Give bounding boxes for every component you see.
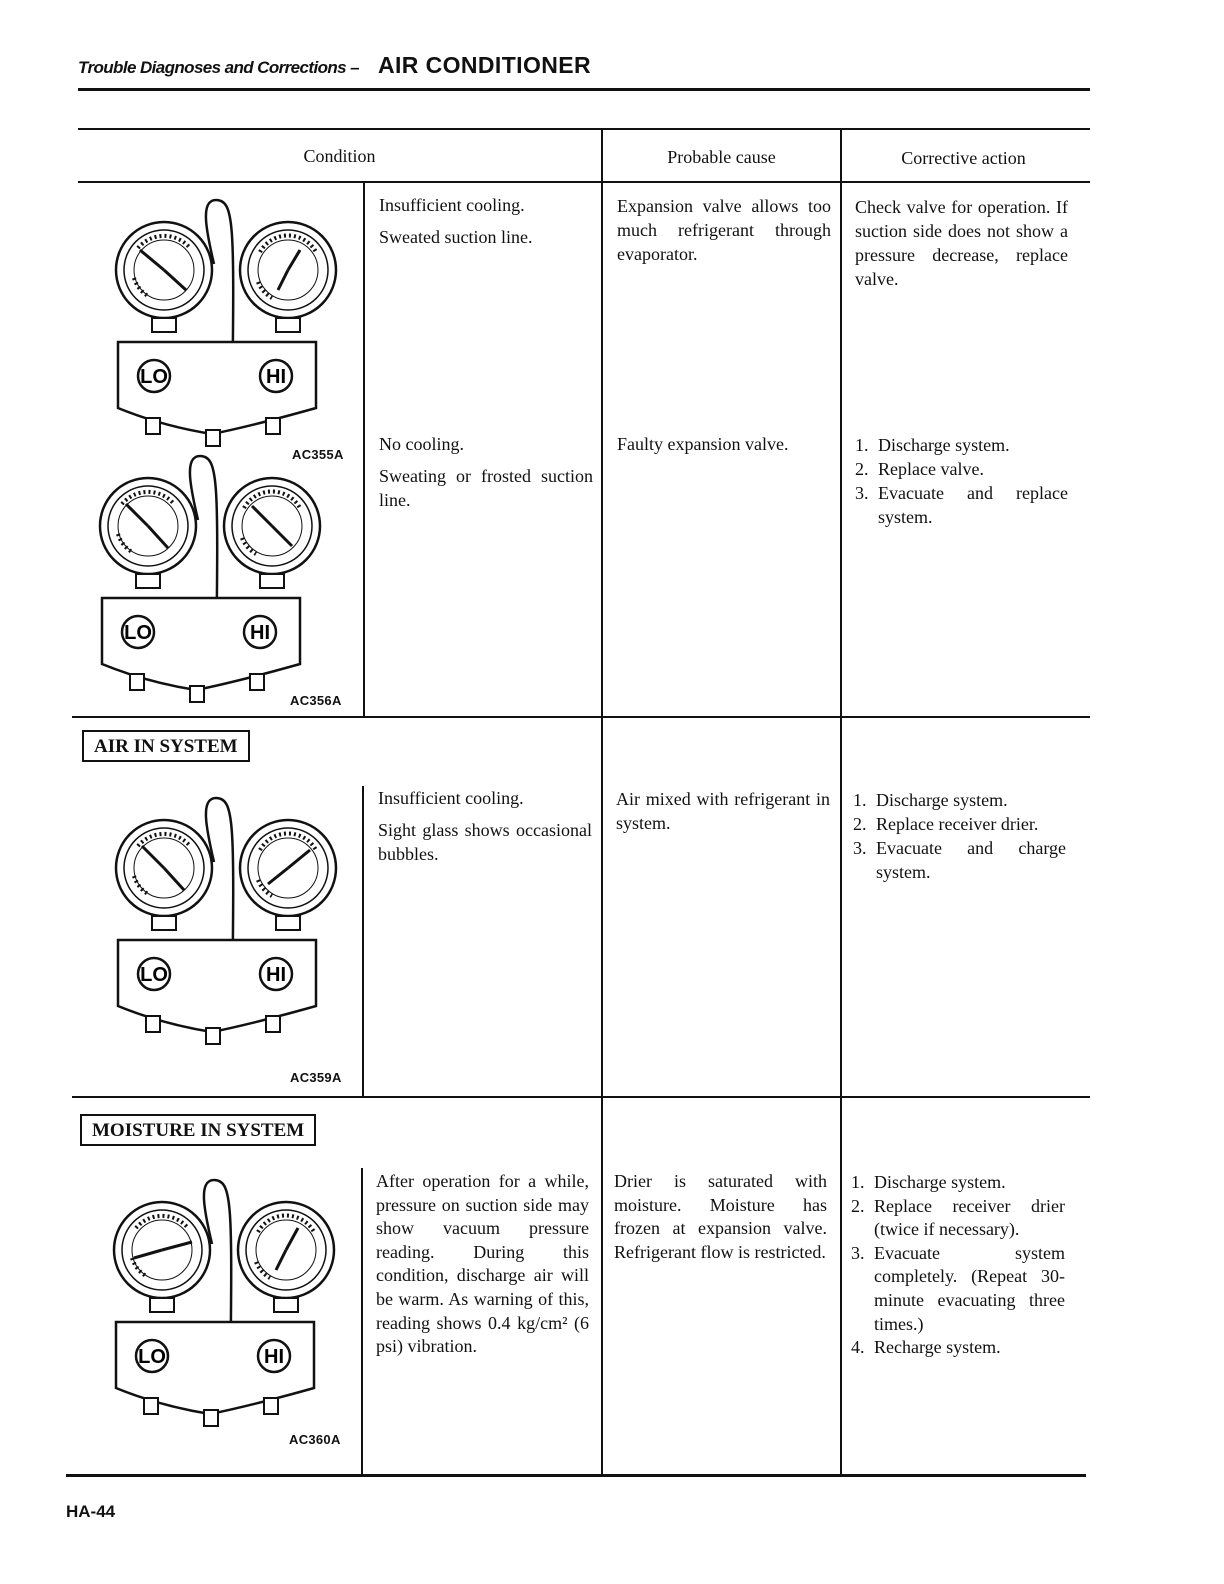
manifold-gauge-icon <box>100 1170 340 1430</box>
row1-condition-line: Insufficient cooling. <box>379 195 525 215</box>
row4-actions <box>851 1171 1065 1360</box>
list-item: 2. Replace valve. <box>855 459 984 479</box>
row1-condition-line: Sweated suction line. <box>379 227 533 247</box>
row1-condition <box>379 193 593 249</box>
gauge-set-4 <box>100 1170 340 1435</box>
table-bottom-rule <box>66 1474 1086 1477</box>
page-number: HA-44 <box>66 1502 116 1521</box>
header-title: AIR CONDITIONER <box>378 52 591 78</box>
list-item: 1. Discharge system. <box>851 1172 1006 1192</box>
row1-cause: Expansion valve allows too much refrigerant through evaporator. <box>617 196 831 264</box>
section-air-in-system: AIR IN SYSTEM <box>82 730 250 762</box>
gauge-set-1 <box>102 190 342 455</box>
row3-actions <box>853 788 1066 884</box>
row4-condition-line: After operation for a while, pressure on suction side may show vacuum pressure reading. During this condition, discharge air will be warm. As warning of this, reading shows 0.4 kg/cm² (6 psi) vibration. <box>376 1171 589 1357</box>
list-item: 2. Replace receiver drier. <box>853 814 1039 834</box>
divider-cond-3 <box>361 1168 363 1476</box>
row3-cause: Air mixed with refrigerant in system. <box>616 789 830 833</box>
header-rule <box>78 181 1090 183</box>
page-header <box>78 52 1090 91</box>
hi-label: HI <box>266 964 286 986</box>
manifold-gauge-icon <box>102 788 342 1048</box>
manifold-gauge-icon <box>102 190 342 450</box>
manifold-gauge-icon <box>86 446 326 706</box>
section-moisture-in-system: MOISTURE IN SYSTEM <box>80 1114 316 1146</box>
row4-condition <box>376 1170 589 1359</box>
lo-label: LO <box>138 1346 166 1368</box>
header-subtitle: Trouble Diagnoses and Corrections – <box>78 58 359 77</box>
row3-condition-line: Sight glass shows occasional bubbles. <box>378 820 592 864</box>
figure-id-2: AC356A <box>290 693 342 708</box>
divider-cond-1 <box>363 183 365 717</box>
divider-cause <box>601 128 603 1476</box>
row3-condition-line: Insufficient cooling. <box>378 788 524 808</box>
row-rule-2 <box>72 1096 1090 1098</box>
list-item: 4. Recharge system. <box>851 1337 1001 1358</box>
row2-actions <box>855 433 1068 529</box>
divider-cond-2 <box>362 786 364 1097</box>
figure-id-3: AC359A <box>290 1070 342 1085</box>
gauge-set-3 <box>102 788 342 1053</box>
figure-id-4: AC360A <box>289 1432 341 1447</box>
row-rule-1 <box>72 716 1090 718</box>
lo-label: LO <box>140 366 168 388</box>
lo-label: LO <box>124 622 152 644</box>
list-item: 1. Discharge system. <box>853 790 1008 810</box>
list-item: 3. Evacuate system completely. (Repeat 30-minute evacuating three times.) <box>851 1242 1065 1334</box>
list-item: 1. Discharge system. <box>855 435 1010 455</box>
hi-label: HI <box>266 366 286 388</box>
col-condition-heading: Condition <box>303 146 376 166</box>
list-item: 2. Replace receiver drier (twice if necessary). <box>851 1195 1065 1240</box>
table-top-rule <box>78 128 1090 130</box>
row3-condition <box>378 786 592 866</box>
list-item: 3. Evacuate and replace system. <box>855 483 1068 527</box>
lo-label: LO <box>140 964 168 986</box>
row2-cause: Faulty expansion valve. <box>617 434 789 454</box>
row2-condition <box>379 432 593 512</box>
row2-condition-line: Sweating or frosted suction line. <box>379 466 593 510</box>
col-action-heading: Corrective action <box>901 148 1026 168</box>
hi-label: HI <box>250 622 270 644</box>
row1-action: Check valve for operation. If suction side does not show a pressure decrease, replace valve. <box>855 197 1068 289</box>
gauge-set-2 <box>86 446 326 711</box>
figure-id-1: AC355A <box>292 447 344 462</box>
row4-cause: Drier is saturated with moisture. Moisture has frozen at expansion valve. Refrigerant flow is restricted. <box>614 1171 827 1262</box>
col-cause-heading: Probable cause <box>667 147 776 167</box>
row2-condition-line: No cooling. <box>379 434 464 454</box>
list-item: 3. Evacuate and charge system. <box>853 838 1066 882</box>
divider-action <box>840 128 842 1476</box>
hi-label: HI <box>264 1346 284 1368</box>
